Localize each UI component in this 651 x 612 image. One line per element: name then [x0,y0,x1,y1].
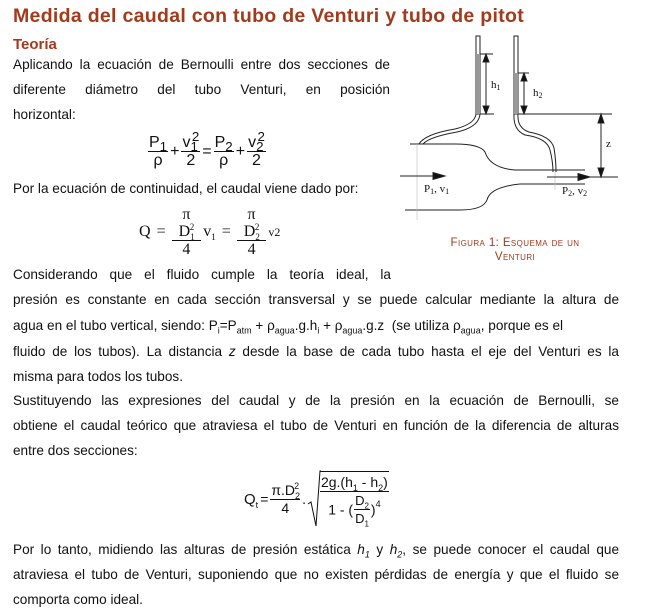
fraction: $\frac{\pi D_2^2}{4}$ [237,206,267,258]
fraction: $\frac{v_1^2}{2}$ [182,128,200,169]
square-root [307,470,390,528]
caption-line: Figura 1: Esquema de un [450,237,580,249]
label-h2: h2 [533,87,543,100]
fraction: $2g.(h_1 - h_2)$ 1 - ( $\frac{D_2}{D_1}$ )$^4$ [320,471,389,527]
text-line: Considerando que el fluido cumple la teoría ideal, la [13,267,391,282]
equation-theoretical-flow: $Q_t$ = $\frac{\pi.D_2^2}{4}$ . $2g.(h_1 - h_2)$ 1 - ( $\frac{D_2}{D_1}$ )$^4$ [243,470,390,528]
label-p2-v2: P2, v2 [562,185,588,198]
caption-line: Venturi [494,251,536,263]
text-line: fluido de los tubos). La distancia z desde la base de cada tubo hasta el eje del Venturi es la [13,344,619,359]
text-line: presión es constante en cada sección transversal y se puede calcular mediante la altura de [13,292,619,307]
label-p1-v1: P1, v1 [424,183,450,196]
piezometer-tube-2 [514,36,556,172]
fraction: $\frac{\pi D_1^2}{4}$ [172,206,202,258]
label-z: z [606,138,611,150]
paragraph-pressure [13,262,619,389]
paragraph-bernoulli-intro [13,52,390,127]
paragraph-substitution [13,388,619,463]
fraction: $\frac{v_2^2}{2}$ [248,128,265,169]
document-title: Medida del caudal con tubo de Venturi y tubo de pitot [13,5,525,27]
equation-continuity: Q = $\frac{\pi D_1^2}{4}$ $v_1$ = $\frac{\pi D_2^2}{4}$ v2 [139,206,281,258]
figure-caption [410,236,620,264]
text-line: Sustituyendo las expresiones del caudal y de la presión en la ecuación de Bernoulli, se [13,393,619,408]
text-line: diferente diámetro del tubo Venturi, en posición [13,82,390,97]
section-heading: Teoría [13,36,57,53]
venturi-diagram [395,30,645,220]
text-line: Por lo tanto, midiendo las alturas de presión estática $h_1$ y $h_2$, se puede conocer el caudal que [13,542,620,560]
text-line: Aplicando la ecuación de Bernoulli entre dos secciones de [13,57,390,72]
text-line: agua en el tubo vertical, siendo: $P_i=P_{atm} + \rho_{agua}.g.h_i + \rho_{agua}.g.z$ (se utiliza $\rho_{agua}$, porque es el [13,318,564,336]
fraction: $\frac{\pi.D_2^2}{4}$ [271,480,301,516]
text-line: atraviesa el tubo de Venturi, suponiendo que no existen pérdidas de energía y que el fluido se [13,567,619,582]
inline-equation-pressure: $P_i=P_{atm} + \rho_{agua}.g.h_i + \rho_{agua}.g.z$ [208,318,385,336]
text-line: misma para todos los tubos. [13,369,184,384]
piezometer-tube-1 [419,36,480,144]
text-line: comporta como ideal. [13,592,143,607]
label-h1: h1 [491,79,501,92]
radical-sign-icon [307,470,321,528]
paragraph-conclusion [13,537,619,612]
fraction: $\frac{P_1}{\rho}$ [149,134,168,169]
fraction: $\frac{P_2}{\rho}$ [214,134,233,169]
text-line: horizontal: [13,107,76,122]
paragraph-continuity: Por la ecuación de continuidad, el caudal viene dado por: [13,181,359,196]
text-line: entre dos secciones: [13,443,138,458]
equation-bernoulli: $\frac{P_1}{\rho}$ + $\frac{v_1^2}{2}$ = $\frac{P_2}{\rho}$ + $\frac{v_2^2}{2}$ [149,128,265,169]
fraction: $\frac{D_2}{D_1}$ [355,493,369,529]
text-line: obtiene el caudal teórico que atraviesa el tubo de Venturi en función de la diferencia de alturas [13,418,619,433]
